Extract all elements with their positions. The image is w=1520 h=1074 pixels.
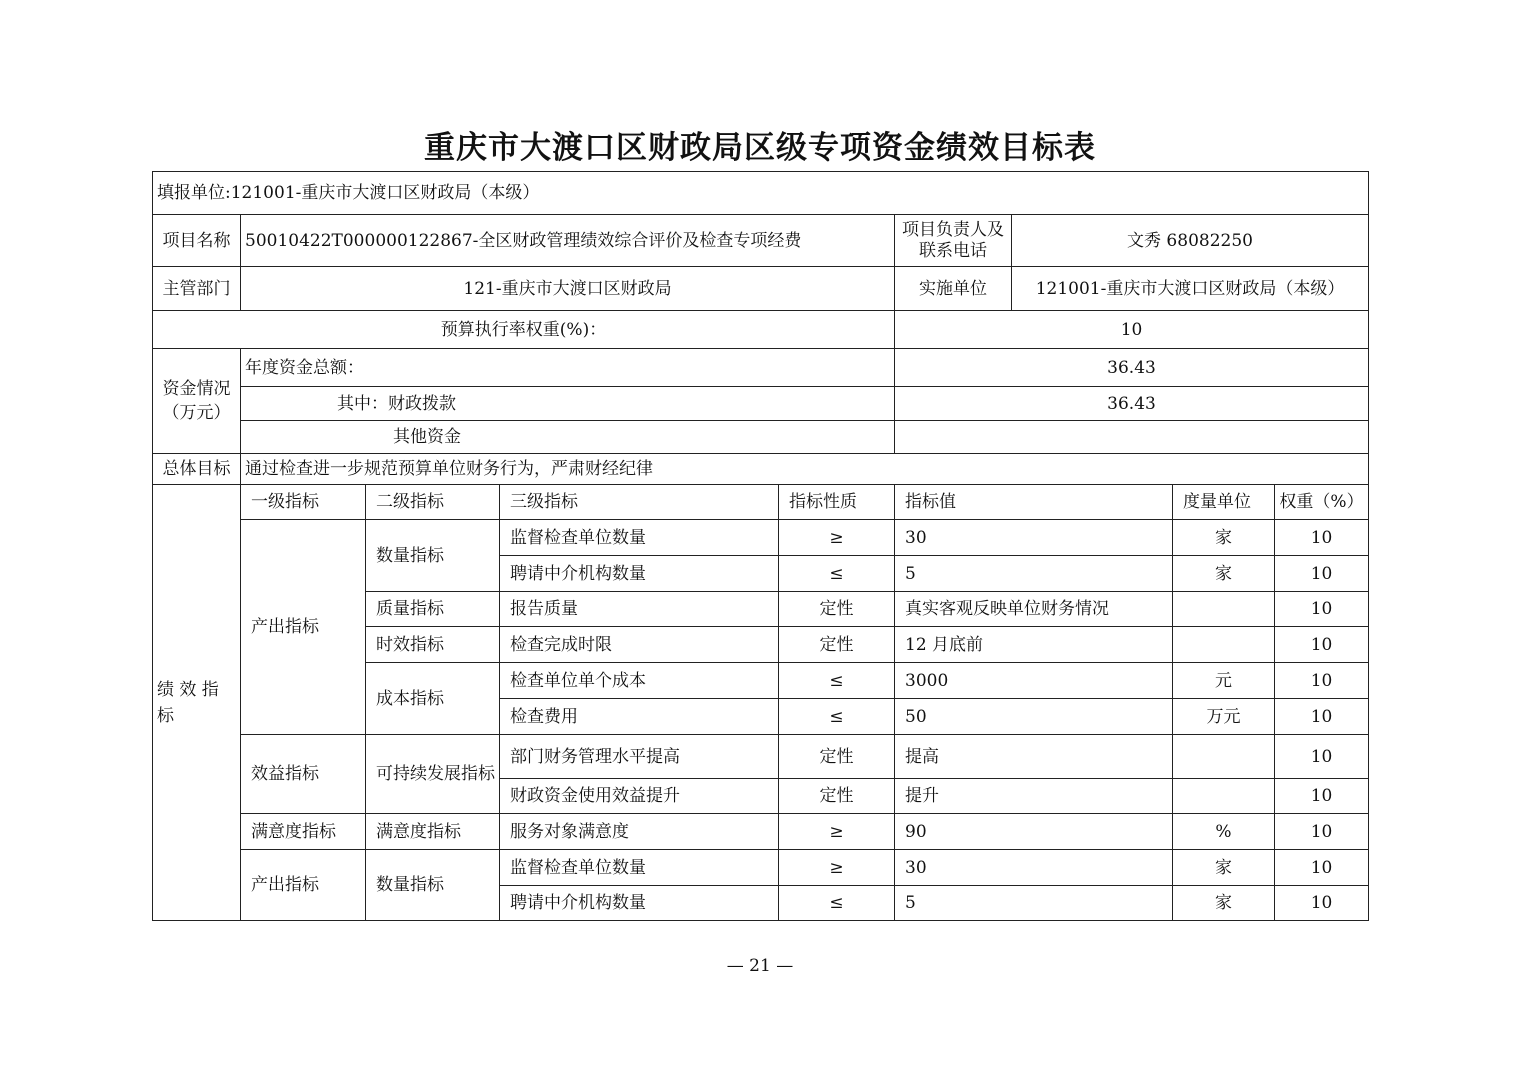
kpi-subgroup-timeliness: 时效指标	[366, 627, 500, 663]
exec-rate-label: 预算执行率权重(%)：	[153, 311, 895, 349]
kpi-operator: ≥	[779, 520, 895, 556]
project-name-value: 50010422T000000122867-全区财政管理绩效综合评价及检查专项经费	[241, 215, 895, 267]
kpi-unit	[1173, 735, 1275, 779]
kpi-weight: 10	[1275, 735, 1369, 779]
funds-fiscal-value: 36.43	[895, 387, 1369, 421]
funds-fiscal-row	[153, 387, 1369, 421]
kpi-name: 检查完成时限	[500, 627, 779, 663]
kpi-value: 5	[895, 556, 1173, 592]
kpi-name: 聘请中介机构数量	[500, 886, 779, 921]
funds-section-label: 资金情况（万元）	[153, 349, 241, 454]
funds-total-row	[153, 349, 1369, 387]
kpi-operator: ≤	[779, 699, 895, 735]
kpi-name: 监督检查单位数量	[500, 850, 779, 886]
kpi-value: 30	[895, 850, 1173, 886]
kpi-value: 50	[895, 699, 1173, 735]
impl-value: 121001-重庆市大渡口区财政局（本级）	[1012, 267, 1369, 311]
kpi-header-unit: 度量单位	[1173, 485, 1275, 520]
kpi-weight: 10	[1275, 592, 1369, 627]
kpi-weight: 10	[1275, 520, 1369, 556]
kpi-operator: 定性	[779, 779, 895, 814]
kpi-weight: 10	[1275, 699, 1369, 735]
kpi-header-value: 指标值	[895, 485, 1173, 520]
goal-row	[153, 454, 1369, 485]
dept-row	[153, 267, 1369, 311]
kpi-weight: 10	[1275, 779, 1369, 814]
kpi-subgroup-quality: 质量指标	[366, 592, 500, 627]
kpi-value: 12 月底前	[895, 627, 1173, 663]
kpi-header-weight: 权重（%）	[1275, 485, 1369, 520]
kpi-weight: 10	[1275, 627, 1369, 663]
kpi-subgroup-satisfaction: 满意度指标	[366, 814, 500, 850]
kpi-unit: %	[1173, 814, 1275, 850]
kpi-group-output2: 产出指标	[241, 850, 366, 921]
kpi-unit: 万元	[1173, 699, 1275, 735]
kpi-row	[153, 850, 1369, 886]
kpi-subgroup-quantity2: 数量指标	[366, 850, 500, 921]
kpi-row	[153, 814, 1369, 850]
goal-label: 总体目标	[153, 454, 241, 485]
kpi-weight: 10	[1275, 886, 1369, 921]
kpi-unit	[1173, 627, 1275, 663]
kpi-unit: 家	[1173, 520, 1275, 556]
kpi-header-level2: 二级指标	[366, 485, 500, 520]
kpi-value: 提升	[895, 779, 1173, 814]
kpi-group-benefit: 效益指标	[241, 735, 366, 814]
kpi-section-label: 绩 效 指 标	[153, 485, 241, 921]
page-number: — 21 —	[726, 956, 794, 976]
kpi-unit: 家	[1173, 556, 1275, 592]
kpi-name: 财政资金使用效益提升	[500, 779, 779, 814]
kpi-name: 检查单位单个成本	[500, 663, 779, 699]
kpi-name: 报告质量	[500, 592, 779, 627]
kpi-value: 90	[895, 814, 1173, 850]
kpi-subgroup-sustainable: 可持续发展指标	[366, 735, 500, 814]
funds-fiscal-label: 其中：财政拨款	[241, 387, 895, 421]
kpi-row	[153, 735, 1369, 779]
kpi-weight: 10	[1275, 556, 1369, 592]
kpi-header-level3: 三级指标	[500, 485, 779, 520]
kpi-unit: 元	[1173, 663, 1275, 699]
kpi-header-level1: 一级指标	[241, 485, 366, 520]
performance-target-table	[152, 171, 1369, 921]
dept-label: 主管部门	[153, 267, 241, 311]
kpi-operator: 定性	[779, 735, 895, 779]
kpi-name: 聘请中介机构数量	[500, 556, 779, 592]
kpi-operator: ≤	[779, 663, 895, 699]
kpi-weight: 10	[1275, 814, 1369, 850]
goal-value: 通过检查进一步规范预算单位财务行为，严肃财经纪律	[241, 454, 1369, 485]
funds-total-value: 36.43	[895, 349, 1369, 387]
kpi-subgroup-quantity: 数量指标	[366, 520, 500, 592]
kpi-operator: ≥	[779, 814, 895, 850]
exec-rate-row	[153, 311, 1369, 349]
kpi-name: 监督检查单位数量	[500, 520, 779, 556]
kpi-value: 提高	[895, 735, 1173, 779]
kpi-weight: 10	[1275, 663, 1369, 699]
kpi-header-row	[153, 485, 1369, 520]
page-title: 重庆市大渡口区财政局区级专项资金绩效目标表	[424, 130, 1096, 166]
kpi-name: 部门财务管理水平提高	[500, 735, 779, 779]
kpi-unit	[1173, 592, 1275, 627]
owner-value: 文秀 68082250	[1012, 215, 1369, 267]
funds-other-value	[895, 421, 1369, 454]
filler-value: 121001-重庆市大渡口区财政局（本级）	[230, 183, 540, 203]
kpi-name: 检查费用	[500, 699, 779, 735]
kpi-row	[153, 520, 1369, 556]
kpi-unit: 家	[1173, 886, 1275, 921]
funds-total-label: 年度资金总额：	[241, 349, 895, 387]
kpi-subgroup-cost: 成本指标	[366, 663, 500, 735]
kpi-value: 真实客观反映单位财务情况	[895, 592, 1173, 627]
kpi-operator: 定性	[779, 627, 895, 663]
project-name-label: 项目名称	[153, 215, 241, 267]
kpi-header-nature: 指标性质	[779, 485, 895, 520]
kpi-name: 服务对象满意度	[500, 814, 779, 850]
kpi-group-satisfaction: 满意度指标	[241, 814, 366, 850]
kpi-value: 3000	[895, 663, 1173, 699]
kpi-operator: ≥	[779, 850, 895, 886]
owner-label: 项目负责人及联系电话	[895, 215, 1012, 267]
kpi-operator: ≤	[779, 886, 895, 921]
kpi-value: 5	[895, 886, 1173, 921]
impl-label: 实施单位	[895, 267, 1012, 311]
kpi-unit	[1173, 779, 1275, 814]
project-name-row	[153, 215, 1369, 267]
dept-value: 121-重庆市大渡口区财政局	[241, 267, 895, 311]
kpi-unit: 家	[1173, 850, 1275, 886]
filler-row	[153, 172, 1369, 215]
filler-label: 填报单位:	[157, 183, 231, 203]
funds-other-row	[153, 421, 1369, 454]
kpi-operator: 定性	[779, 592, 895, 627]
exec-rate-value: 10	[895, 311, 1369, 349]
kpi-value: 30	[895, 520, 1173, 556]
kpi-group-output: 产出指标	[241, 520, 366, 735]
funds-other-label: 其他资金	[241, 421, 895, 454]
kpi-weight: 10	[1275, 850, 1369, 886]
kpi-operator: ≤	[779, 556, 895, 592]
